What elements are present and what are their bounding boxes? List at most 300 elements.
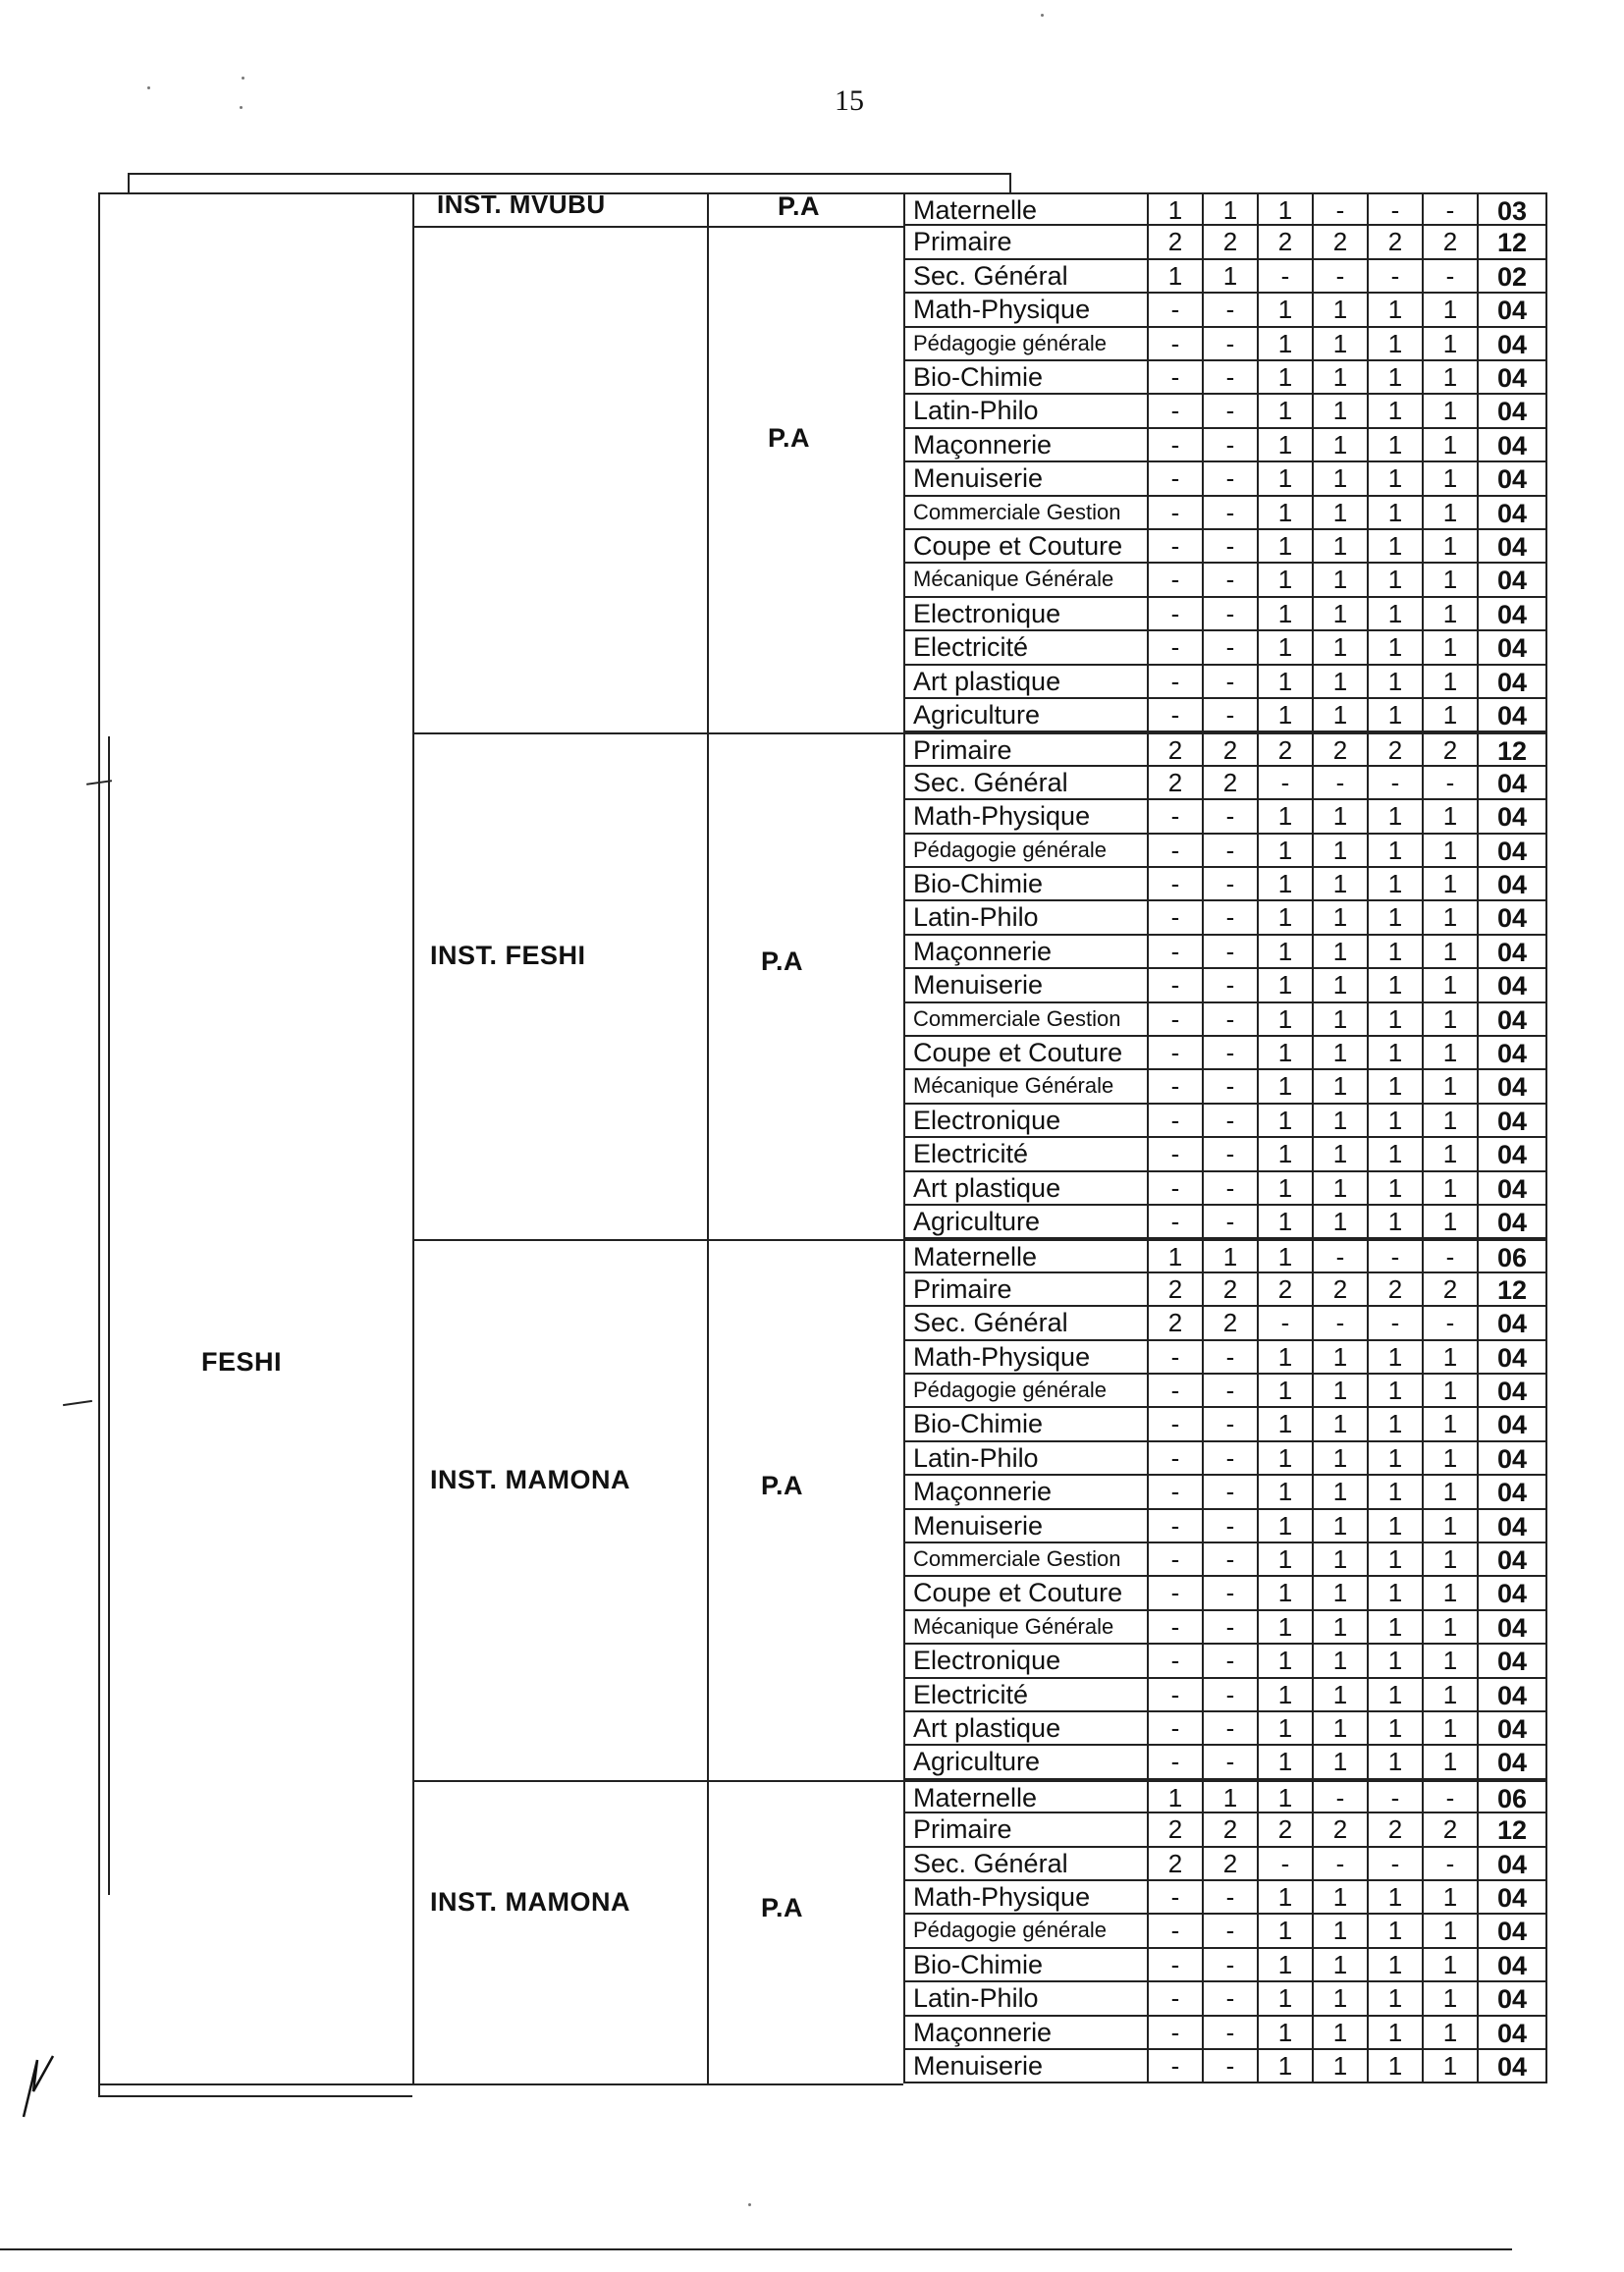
table-row [98,936,1561,969]
count-cell: 1 [1367,1510,1422,1543]
count-cell: 1 [1422,1543,1477,1577]
count-cell: 2 [1202,1813,1257,1847]
option-cell: Agriculture [903,1206,1147,1239]
count-cell: - [1147,1375,1202,1408]
count-cell: - [1147,1915,1202,1948]
total-cell: 04 [1477,1105,1547,1138]
total-cell: 04 [1477,767,1547,800]
option-cell: Mécanique Générale [903,564,1147,597]
count-cell: - [1147,1543,1202,1577]
count-cell: 1 [1422,395,1477,428]
option-cell: Math-Physique [903,1881,1147,1915]
count-cell: 1 [1312,530,1367,564]
count-cell: 1 [1367,294,1422,327]
total-cell: 04 [1477,666,1547,699]
count-cell: 1 [1257,429,1312,462]
total-cell: 04 [1477,2017,1547,2050]
type-label: P.A [761,947,804,977]
count-cell: 2 [1312,732,1367,766]
count-cell: 1 [1257,462,1312,496]
count-cell: 1 [1257,1982,1312,2016]
count-cell: 1 [1422,631,1477,665]
total-cell: 04 [1477,1070,1547,1104]
count-cell: - [1202,1003,1257,1037]
option-cell: Pédagogie générale [903,835,1147,868]
count-cell: 1 [1312,1577,1367,1610]
count-cell: - [1202,1881,1257,1915]
count-cell: 1 [1257,1408,1312,1441]
count-cell: 2 [1367,1273,1422,1307]
count-cell: - [1422,1239,1477,1272]
total-cell: 04 [1477,1949,1547,1982]
table-row [98,1510,1561,1543]
count-cell: - [1202,564,1257,597]
option-cell: Pédagogie générale [903,328,1147,361]
table-row [98,192,1561,226]
count-cell: - [1367,1848,1422,1881]
count-cell: - [1202,1679,1257,1712]
option-cell: Menuiserie [903,462,1147,496]
count-cell: 1 [1257,1712,1312,1746]
count-cell: - [1147,868,1202,901]
count-cell: 1 [1312,294,1367,327]
table-row [98,1881,1561,1915]
table-row [98,1138,1561,1171]
table-row [98,1307,1561,1340]
table-row [98,835,1561,868]
count-cell: 1 [1257,1172,1312,1206]
option-cell: Bio-Chimie [903,1949,1147,1982]
count-cell: 1 [1422,1915,1477,1948]
count-cell: 1 [1422,699,1477,732]
table-row [98,1780,1561,1813]
table-row [98,598,1561,631]
count-cell: - [1147,699,1202,732]
count-cell: - [1147,429,1202,462]
count-cell: 2 [1422,732,1477,766]
count-cell: 1 [1422,564,1477,597]
count-cell: - [1147,361,1202,395]
table-row [98,497,1561,530]
table-row [98,1712,1561,1746]
count-cell: - [1202,868,1257,901]
count-cell: 2 [1257,1273,1312,1307]
count-cell: - [1147,800,1202,834]
count-cell: 2 [1147,1848,1202,1881]
count-cell: - [1202,699,1257,732]
count-cell: - [1147,1408,1202,1441]
total-cell: 04 [1477,328,1547,361]
type-label: P.A [761,1470,804,1500]
table-row [98,1476,1561,1509]
count-cell: 1 [1257,1341,1312,1375]
total-cell: 04 [1477,868,1547,901]
count-cell: 1 [1367,868,1422,901]
count-cell: 1 [1422,835,1477,868]
count-cell: - [1147,631,1202,665]
total-cell: 04 [1477,395,1547,428]
table-row [98,631,1561,665]
total-cell: 04 [1477,1206,1547,1239]
table-row [98,969,1561,1002]
count-cell: - [1147,462,1202,496]
count-cell: - [1202,328,1257,361]
count-cell: 1 [1312,2017,1367,2050]
count-cell: 1 [1312,598,1367,631]
table-row [98,1982,1561,2016]
table-row [98,1070,1561,1104]
count-cell: - [1202,1712,1257,1746]
count-cell: 1 [1367,2017,1422,2050]
table-row [98,294,1561,327]
table-row [98,767,1561,800]
total-cell: 04 [1477,1611,1547,1645]
count-cell: - [1202,969,1257,1002]
count-cell: 1 [1312,1408,1367,1441]
count-cell: 1 [1312,699,1367,732]
option-cell: Art plastique [903,666,1147,699]
count-cell: - [1147,1442,1202,1476]
count-cell: 1 [1202,260,1257,294]
count-cell: 1 [1257,666,1312,699]
count-cell: 1 [1367,1206,1422,1239]
total-cell: 04 [1477,1679,1547,1712]
count-cell: - [1202,1982,1257,2016]
table-row [98,1408,1561,1441]
count-cell: 1 [1367,666,1422,699]
total-cell: 04 [1477,462,1547,496]
count-cell: 2 [1147,1307,1202,1340]
count-cell: 1 [1367,1070,1422,1104]
count-cell: 1 [1422,868,1477,901]
total-cell: 12 [1477,1813,1547,1847]
count-cell: 1 [1422,936,1477,969]
count-cell: - [1147,2050,1202,2083]
table-row [98,1611,1561,1645]
count-cell: - [1202,631,1257,665]
count-cell: 1 [1257,699,1312,732]
table-row [98,530,1561,564]
count-cell: 1 [1257,901,1312,935]
option-cell: Electronique [903,1105,1147,1138]
count-cell: 1 [1312,2050,1367,2083]
count-cell: 1 [1312,328,1367,361]
count-cell: 1 [1367,328,1422,361]
total-cell: 04 [1477,1543,1547,1577]
table-row [98,462,1561,496]
count-cell: - [1147,1746,1202,1779]
count-cell: 1 [1422,800,1477,834]
count-cell: 1 [1422,530,1477,564]
count-cell: 2 [1202,1273,1257,1307]
count-cell: - [1202,1375,1257,1408]
count-cell: - [1202,1476,1257,1509]
count-cell: - [1257,1307,1312,1340]
count-cell: 1 [1367,361,1422,395]
count-cell: 1 [1367,1375,1422,1408]
count-cell: - [1147,1679,1202,1712]
count-cell: 1 [1312,631,1367,665]
table-row [98,666,1561,699]
count-cell: 1 [1257,1476,1312,1509]
table-row [98,564,1561,597]
count-cell: 1 [1257,800,1312,834]
count-cell: 1 [1257,1003,1312,1037]
count-cell: - [1367,1307,1422,1340]
total-cell: 04 [1477,800,1547,834]
count-cell: 1 [1367,598,1422,631]
count-cell: - [1367,1239,1422,1272]
total-cell: 04 [1477,361,1547,395]
count-cell: - [1202,1341,1257,1375]
count-cell: 1 [1422,361,1477,395]
count-cell: 2 [1147,1813,1202,1847]
count-cell: 1 [1422,1645,1477,1678]
count-cell: 1 [1312,835,1367,868]
count-cell: 1 [1257,1611,1312,1645]
count-cell: - [1202,1070,1257,1104]
count-cell: 1 [1147,192,1202,226]
table-row [98,1273,1561,1307]
count-cell: 1 [1367,1341,1422,1375]
count-cell: 1 [1257,1915,1312,1948]
count-cell: 2 [1257,226,1312,259]
count-cell: 1 [1367,1138,1422,1171]
count-cell: - [1202,1611,1257,1645]
count-cell: 1 [1202,192,1257,226]
total-cell: 02 [1477,260,1547,294]
count-cell: 2 [1202,767,1257,800]
table-row [98,868,1561,901]
total-cell: 04 [1477,1003,1547,1037]
option-cell: Sec. Général [903,260,1147,294]
count-cell: 2 [1202,226,1257,259]
count-cell: 1 [1422,2050,1477,2083]
count-cell: - [1312,1239,1367,1272]
page-number: 15 [835,84,864,117]
count-cell: 1 [1147,1780,1202,1813]
count-cell: - [1257,1848,1312,1881]
count-cell: 2 [1422,1273,1477,1307]
count-cell: - [1422,260,1477,294]
count-cell: 1 [1312,361,1367,395]
count-cell: 1 [1422,901,1477,935]
count-cell: 1 [1312,1442,1367,1476]
count-cell: 1 [1367,1949,1422,1982]
count-cell: 2 [1312,1273,1367,1307]
table-row [98,1543,1561,1577]
school-name: INST. FESHI [430,941,586,971]
table-row [98,2017,1561,2050]
count-cell: - [1147,1003,1202,1037]
count-cell: 1 [1312,1206,1367,1239]
count-cell: - [1367,767,1422,800]
allocation-table [98,173,1561,2109]
count-cell: 1 [1422,1476,1477,1509]
count-cell: 1 [1367,969,1422,1002]
count-cell: - [1202,2050,1257,2083]
total-cell: 04 [1477,530,1547,564]
count-cell: 1 [1312,1679,1367,1712]
count-cell: - [1147,1476,1202,1509]
count-cell: 1 [1257,631,1312,665]
count-cell: - [1422,1307,1477,1340]
count-cell: - [1202,1543,1257,1577]
count-cell: - [1202,1949,1257,1982]
count-cell: 1 [1202,1780,1257,1813]
count-cell: 1 [1422,598,1477,631]
count-cell: - [1202,1037,1257,1070]
count-cell: - [1202,361,1257,395]
count-cell: - [1202,1206,1257,1239]
count-cell: 1 [1422,462,1477,496]
count-cell: 1 [1257,1679,1312,1712]
count-cell: 2 [1202,1848,1257,1881]
count-cell: 1 [1257,1949,1312,1982]
count-cell: 2 [1422,1813,1477,1847]
count-cell: - [1257,260,1312,294]
count-cell: - [1202,1577,1257,1610]
option-cell: Latin-Philo [903,1982,1147,2016]
option-cell: Bio-Chimie [903,361,1147,395]
table-row [98,1679,1561,1712]
count-cell: 1 [1257,1105,1312,1138]
option-cell: Latin-Philo [903,1442,1147,1476]
total-cell: 04 [1477,1848,1547,1881]
count-cell: 1 [1367,1645,1422,1678]
count-cell: - [1312,1307,1367,1340]
count-cell: - [1202,1138,1257,1171]
count-cell: 1 [1312,1476,1367,1509]
table-row [98,1915,1561,1948]
count-cell: 1 [1367,699,1422,732]
option-cell: Coupe et Couture [903,1577,1147,1610]
count-cell: 2 [1312,226,1367,259]
table-row [98,395,1561,428]
count-cell: 1 [1312,1915,1367,1948]
count-cell: - [1147,1037,1202,1070]
table-row [98,328,1561,361]
count-cell: 1 [1257,1746,1312,1779]
option-cell: Maternelle [903,1239,1147,1272]
total-cell: 04 [1477,901,1547,935]
total-cell: 04 [1477,835,1547,868]
count-cell: 1 [1312,429,1367,462]
count-cell: 1 [1422,1712,1477,1746]
count-cell: - [1202,294,1257,327]
count-cell: - [1147,564,1202,597]
count-cell: 1 [1312,800,1367,834]
count-cell: 1 [1312,1881,1367,1915]
count-cell: 1 [1367,564,1422,597]
count-cell: 1 [1422,1746,1477,1779]
school-name: INST. MVUBU [437,189,606,219]
count-cell: 1 [1422,1881,1477,1915]
table-row [98,1341,1561,1375]
count-cell: - [1147,1949,1202,1982]
count-cell: 1 [1422,1070,1477,1104]
count-cell: 1 [1257,1138,1312,1171]
table-row [98,1239,1561,1272]
count-cell: 1 [1257,1881,1312,1915]
count-cell: 2 [1312,1813,1367,1847]
count-cell: 1 [1367,631,1422,665]
count-cell: 2 [1422,226,1477,259]
count-cell: 1 [1312,1037,1367,1070]
table-row [98,1813,1561,1847]
total-cell: 04 [1477,1307,1547,1340]
count-cell: - [1202,1645,1257,1678]
count-cell: - [1202,901,1257,935]
option-cell: Maçonnerie [903,429,1147,462]
count-cell: 1 [1367,2050,1422,2083]
count-cell: 1 [1367,1881,1422,1915]
table-row [98,1003,1561,1037]
count-cell: 2 [1257,732,1312,766]
count-cell: 1 [1422,429,1477,462]
count-cell: 1 [1367,1442,1422,1476]
count-cell: 1 [1422,1442,1477,1476]
count-cell: 1 [1312,1003,1367,1037]
count-cell: 1 [1367,1712,1422,1746]
count-cell: 1 [1422,1341,1477,1375]
count-cell: 2 [1147,767,1202,800]
option-cell: Art plastique [903,1172,1147,1206]
count-cell: - [1147,328,1202,361]
option-cell: Pédagogie générale [903,1915,1147,1948]
count-cell: - [1202,1510,1257,1543]
count-cell: - [1367,1780,1422,1813]
type-label: P.A [761,1892,804,1922]
count-cell: 1 [1367,800,1422,834]
count-cell: - [1367,192,1422,226]
count-cell: - [1147,1206,1202,1239]
table-row [98,1206,1561,1239]
total-cell: 06 [1477,1239,1547,1272]
option-cell: Maçonnerie [903,2017,1147,2050]
option-cell: Art plastique [903,1712,1147,1746]
total-cell: 04 [1477,1341,1547,1375]
count-cell: 1 [1367,1577,1422,1610]
count-cell: 1 [1257,361,1312,395]
count-cell: - [1147,294,1202,327]
type-label: P.A [768,423,811,454]
count-cell: - [1202,666,1257,699]
count-cell: 1 [1367,1982,1422,2016]
option-cell: Commerciale Gestion [903,497,1147,530]
total-cell: 04 [1477,1442,1547,1476]
count-cell: 1 [1312,1341,1367,1375]
total-cell: 12 [1477,732,1547,766]
count-cell: - [1202,1408,1257,1441]
total-cell: 04 [1477,294,1547,327]
count-cell: - [1147,1510,1202,1543]
option-cell: Electricité [903,1138,1147,1171]
count-cell: 1 [1312,1611,1367,1645]
option-cell: Sec. Général [903,767,1147,800]
option-cell: Maçonnerie [903,1476,1147,1509]
count-cell: 1 [1422,1375,1477,1408]
count-cell: 1 [1422,294,1477,327]
total-cell: 06 [1477,1780,1547,1813]
count-cell: 1 [1312,1105,1367,1138]
count-cell: 1 [1422,1003,1477,1037]
count-cell: - [1202,1105,1257,1138]
total-cell: 12 [1477,1273,1547,1307]
count-cell: - [1147,666,1202,699]
count-cell: 1 [1257,868,1312,901]
count-cell: 2 [1202,732,1257,766]
